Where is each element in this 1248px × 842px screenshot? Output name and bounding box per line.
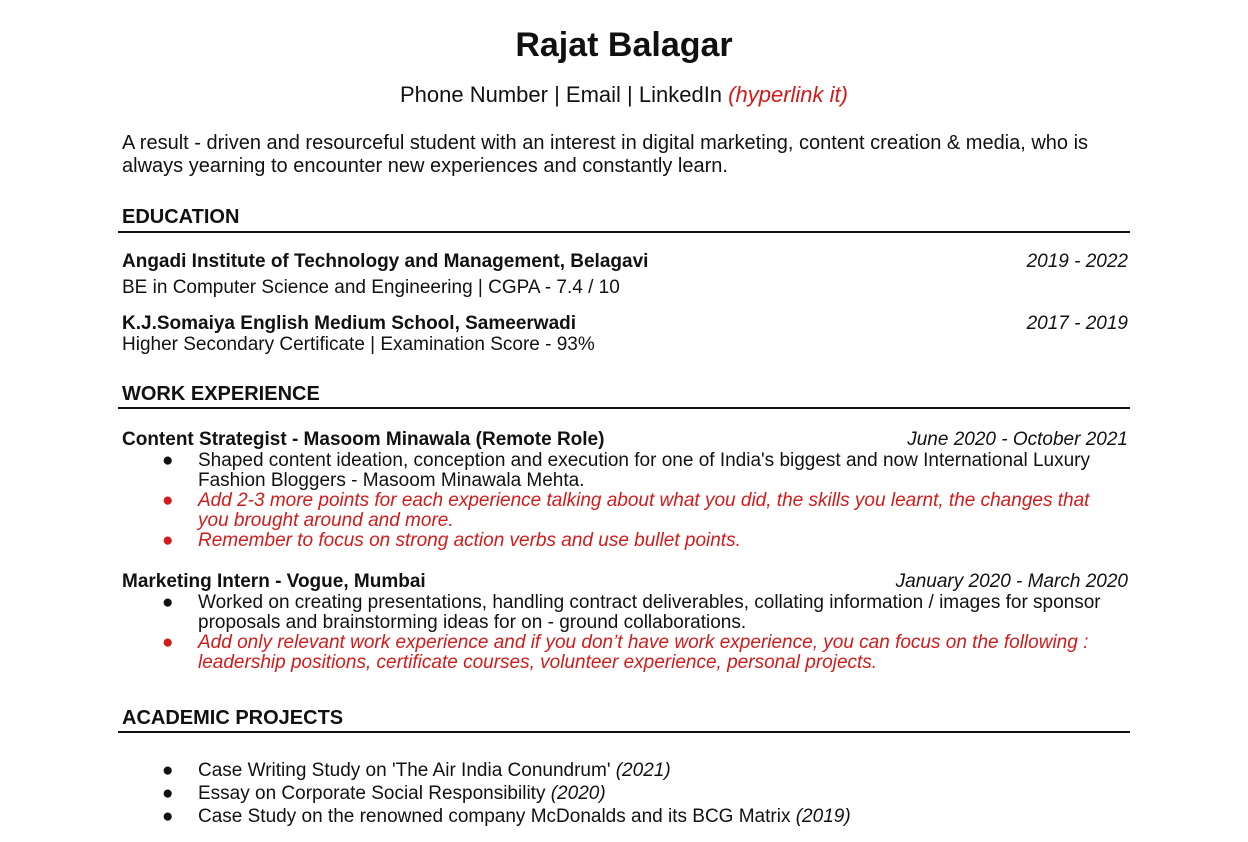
project-year: (2021) xyxy=(615,760,671,781)
education-institution: Angadi Institute of Technology and Management, Belagavi xyxy=(122,251,649,272)
education-divider xyxy=(118,231,1130,233)
project-title: Case Writing Study on 'The Air India Conundrum' xyxy=(198,760,611,781)
list-item xyxy=(160,759,1120,782)
education-institution: K.J.Somaiya English Medium School, Sameerwadi xyxy=(122,313,577,334)
summary-paragraph: A result - driven and resourceful student with an interest in digital marketing, content creation & media, who is always yearning to encounter new experiences and constantly learn. xyxy=(122,132,1089,177)
work-divider xyxy=(118,407,1130,409)
job-role: Content Strategist - Masoom Minawala (Remote Role) xyxy=(122,429,605,450)
bullet-icon: ● xyxy=(162,760,174,781)
contact-note: (hyperlink it) xyxy=(728,82,848,107)
job-role: Marketing Intern - Vogue, Mumbai xyxy=(122,571,426,592)
bullet-icon: ● xyxy=(162,530,174,551)
bullet-note: Remember to focus on strong action verbs and use bullet points. xyxy=(198,530,741,551)
education-detail: Higher Secondary Certificate | Examination Score - 93% xyxy=(122,334,595,355)
bullet-icon: ● xyxy=(162,490,174,511)
bullet-text: Shaped content ideation, conception and execution for one of India's biggest and now International Luxury Fashion Bloggers - Masoom Minawala Mehta. xyxy=(198,450,1090,491)
bullet-icon: ● xyxy=(162,783,174,804)
list-item xyxy=(160,782,1120,805)
list-item xyxy=(160,805,1120,828)
project-year: (2020) xyxy=(550,783,606,804)
education-detail: BE in Computer Science and Engineering | CGPA - 7.4 / 10 xyxy=(122,277,620,298)
list-item xyxy=(160,491,1120,531)
project-list xyxy=(160,759,1120,828)
bullet-text: Worked on creating presentations, handling contract deliverables, collating information / images for sponsor proposals and brainstorming ideas for on - ground collaborations. xyxy=(198,592,1101,633)
job-dates: June 2020 - October 2021 xyxy=(907,429,1128,450)
bullet-note: Add only relevant work experience and if you don’t have work experience, you can focus on the following : leadership positions, certificate courses, volunteer experience, personal projects. xyxy=(198,632,1089,673)
job-dates: January 2020 - March 2020 xyxy=(895,571,1128,592)
education-dates: 2017 - 2019 xyxy=(1026,313,1128,334)
project-title: Case Study on the renowned company McDonalds and its BCG Matrix xyxy=(198,806,791,827)
contact-details[interactable]: Phone Number | Email | LinkedIn xyxy=(400,82,723,107)
bullet-icon: ● xyxy=(162,450,174,471)
project-year: (2019) xyxy=(795,806,851,827)
education-dates: 2019 - 2022 xyxy=(1026,251,1128,272)
job-bullets xyxy=(160,593,1120,673)
list-item xyxy=(160,451,1120,491)
education-heading: EDUCATION xyxy=(122,206,240,228)
bullet-note: Add 2-3 more points for each experience talking about what you did, the skills you learnt, the changes that you brought around and more. xyxy=(198,490,1090,531)
work-heading: WORK EXPERIENCE xyxy=(122,383,320,405)
list-item xyxy=(160,633,1120,673)
project-title: Essay on Corporate Social Responsibility xyxy=(198,783,546,804)
list-item xyxy=(160,531,1120,551)
projects-heading: ACADEMIC PROJECTS xyxy=(122,707,344,729)
projects-divider xyxy=(118,731,1130,733)
job-bullets xyxy=(160,451,1120,551)
candidate-name: Rajat Balagar xyxy=(515,26,733,64)
contact-line xyxy=(0,82,1248,108)
bullet-icon: ● xyxy=(162,806,174,827)
bullet-icon: ● xyxy=(162,632,174,653)
bullet-icon: ● xyxy=(162,592,174,613)
list-item xyxy=(160,593,1120,633)
